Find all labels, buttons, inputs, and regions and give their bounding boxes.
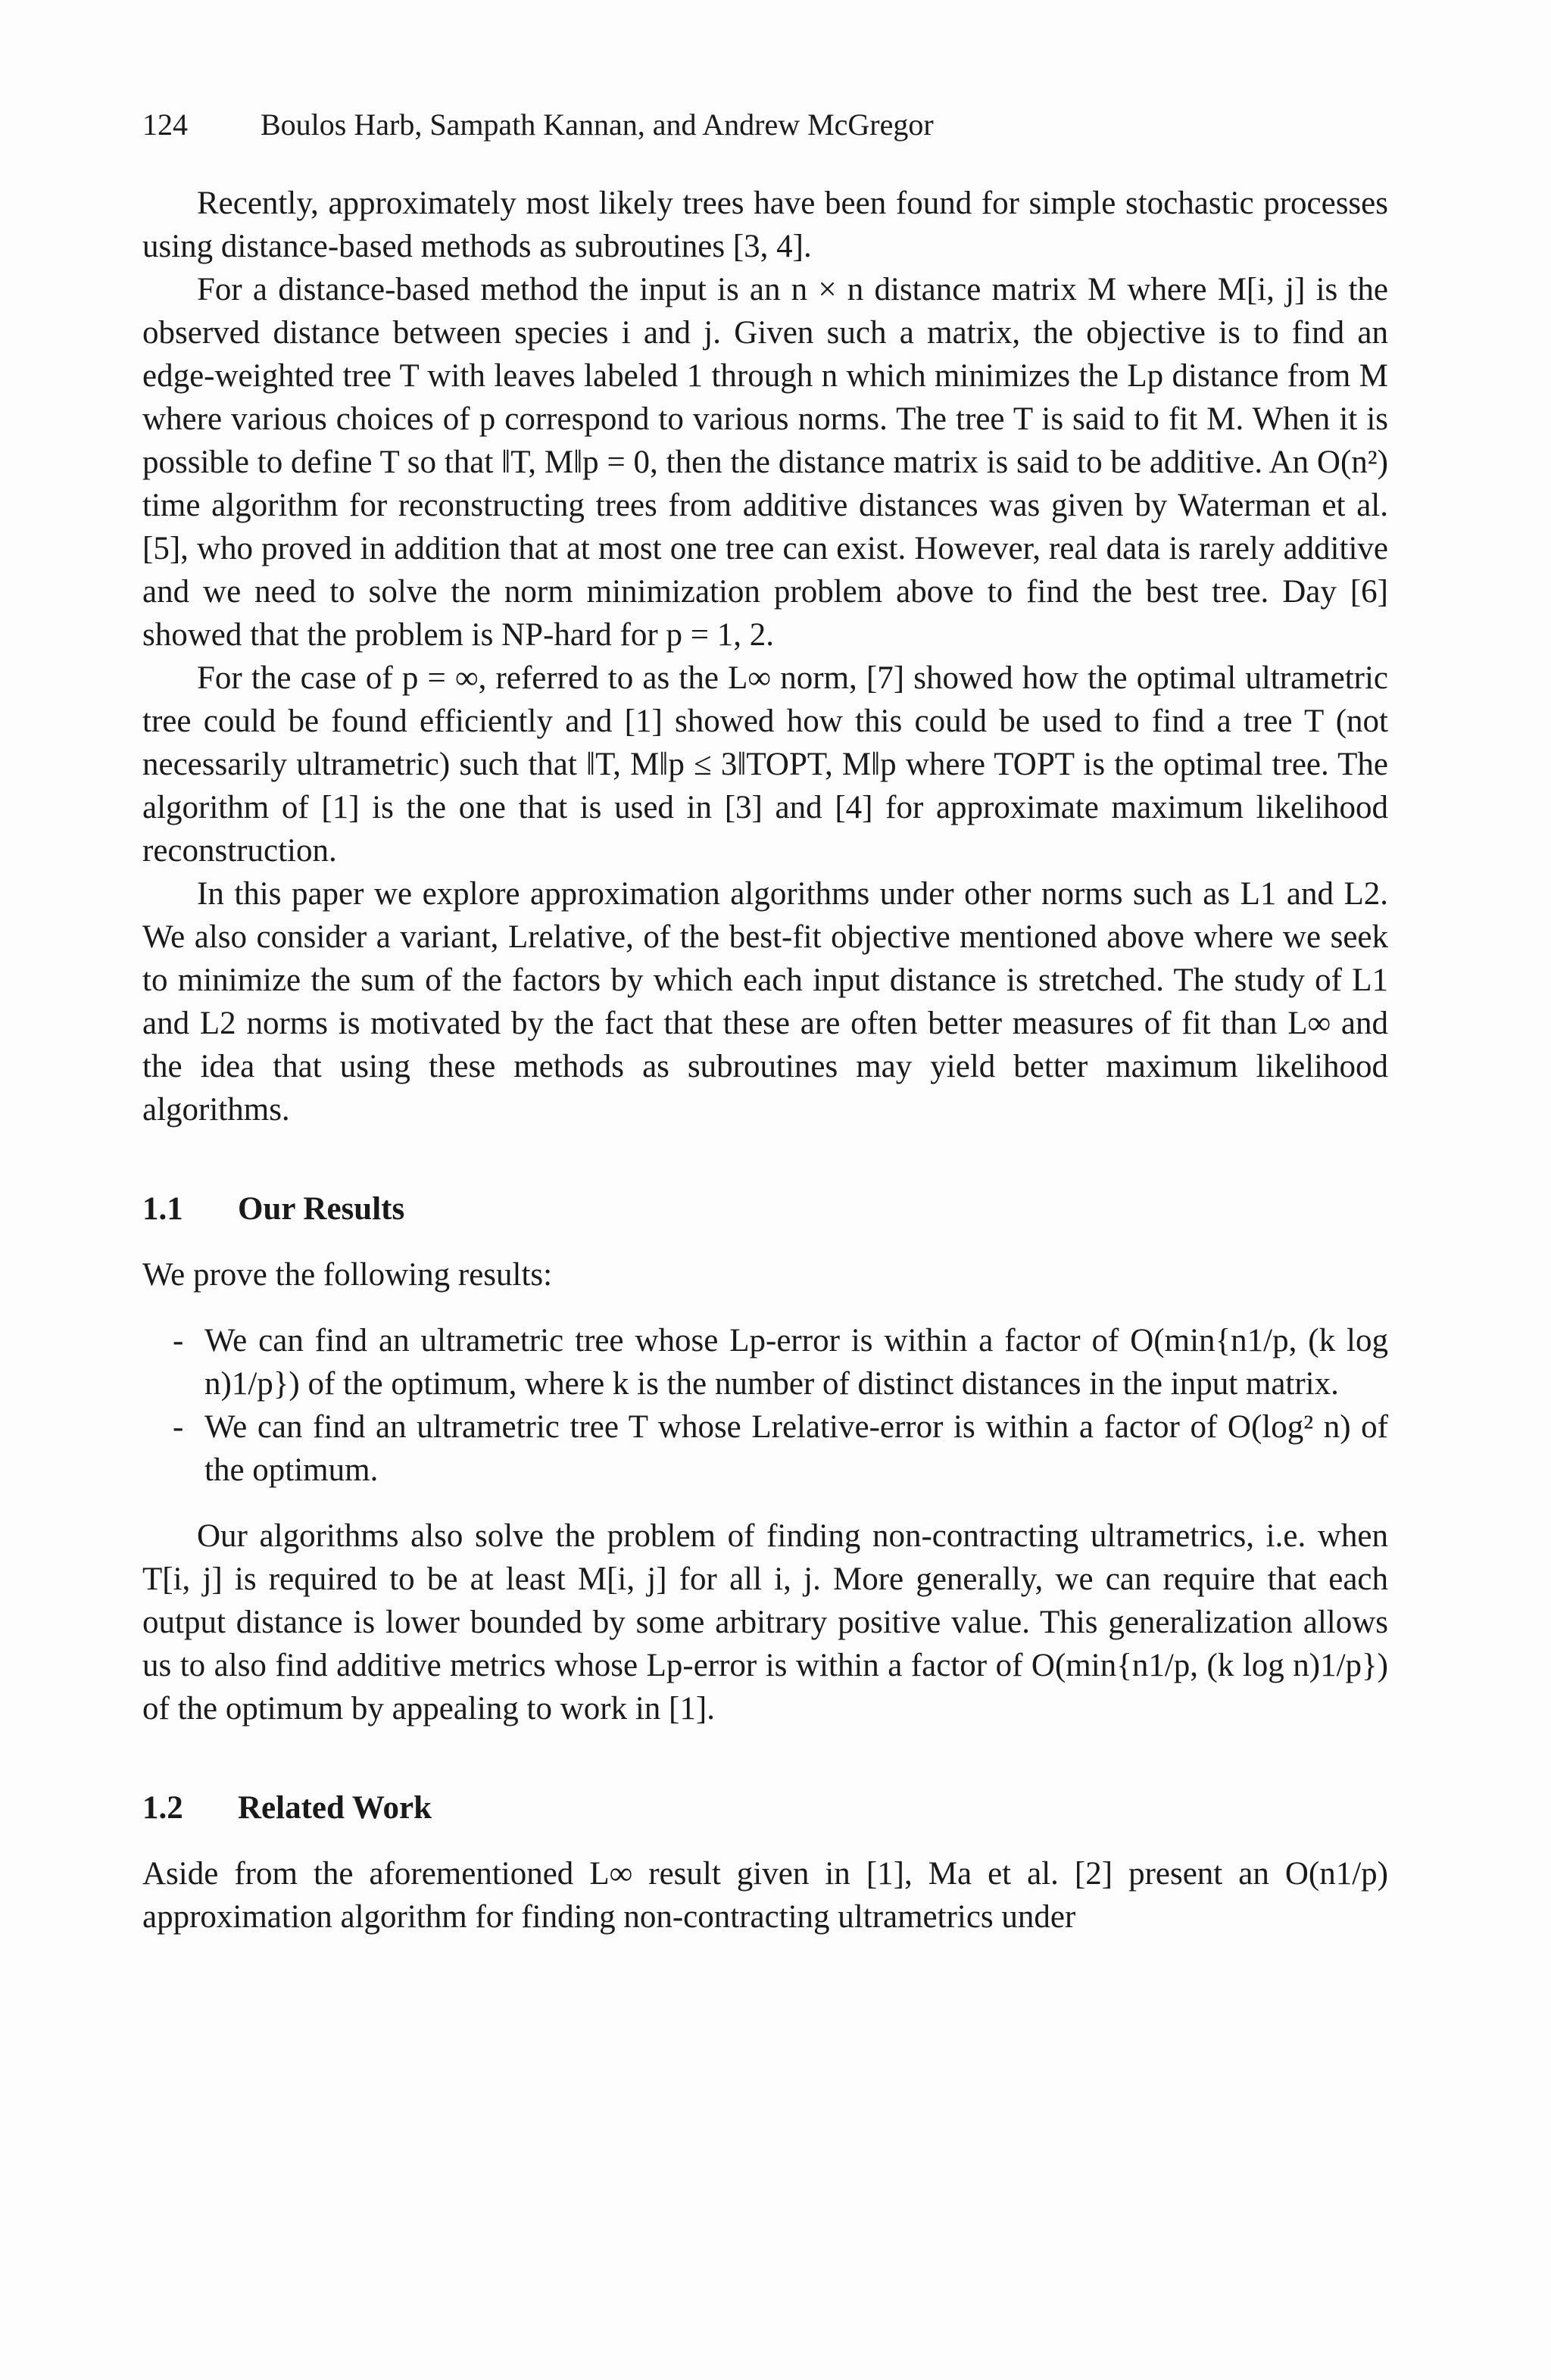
result-item-1: We can find an ultrametric tree whose Lp-error is within a factor of O(min{n1/p, (k log n)1/p}) of the optimum, where k is the number of distinct distances in the input matrix. [204,1323,1388,1402]
page [142,106,1388,1939]
section-title: Our Results [238,1191,405,1227]
results-list [142,1319,1388,1492]
result-item-2: We can find an ultrametric tree T whose Lrelative-error is within a factor of O(log² n) of the optimum. [204,1409,1388,1488]
section-heading-our-results [142,1187,1388,1231]
paragraph-intro-3: For the case of p = ∞, referred to as the L∞ norm, [7] showed how the optimal ultrametric tree could be found efficiently and [1] showed how this could be used to find a tree T (not necessarily ultrametric) such that ‖T, M‖p ≤ 3‖TOPT, M‖p where TOPT is the optimal tree. The algorithm of [1] is the one that is used in [3] and [4] for approximate maximum likelihood reconstruction. [142,660,1388,869]
list-item [142,1405,1388,1492]
results-lead: We prove the following results: [142,1257,553,1293]
section-heading-related-work [142,1786,1388,1829]
list-item [142,1319,1388,1405]
list-dash: - [173,1323,184,1358]
running-head [142,106,1388,144]
paragraph-results-closing: Our algorithms also solve the problem of finding non-contracting ultrametrics, i.e. when T[i, j] is required to be at least M[i, j] for all i, j. More generally, we can require that each output distance is lower bounded by some arbitrary positive value. This generalization allows us to also find additive metrics whose Lp-error is within a factor of O(min{n1/p, (k log n)1/p}) of the optimum by appealing to work in [1]. [142,1518,1388,1727]
section-number: 1.2 [142,1790,183,1826]
author-line: Boulos Harb, Sampath Kannan, and Andrew McGregor [261,108,934,142]
page-number: 124 [142,108,188,142]
section-title: Related Work [238,1790,432,1826]
list-dash: - [173,1409,184,1445]
paragraph-intro-1: Recently, approximately most likely trees have been found for simple stochastic processes using distance-based methods as subroutines [3, 4]. [142,186,1388,264]
paragraph-related-work: Aside from the aforementioned L∞ result given in [1], Ma et al. [2] present an O(n1/p) approximation algorithm for finding non-contracting ultrametrics under [142,1856,1388,1935]
paragraph-intro-4: In this paper we explore approximation algorithms under other norms such as L1 and L2. We also consider a variant, Lrelative, of the best-fit objective mentioned above where we seek to minimize the sum of the factors by which each input distance is stretched. The study of L1 and L2 norms is motivated by the fact that these are often better measures of fit than L∞ and the idea that using these methods as subroutines may yield better maximum likelihood algorithms. [142,876,1388,1128]
section-number: 1.1 [142,1191,183,1227]
paragraph-intro-2: For a distance-based method the input is an n × n distance matrix M where M[i, j] is the observed distance between species i and j. Given such a matrix, the objective is to find an edge-weighted tree T with leaves labeled 1 through n which minimizes the Lp distance from M where various choices of p correspond to various norms. The tree T is said to fit M. When it is possible to define T so that ‖T, M‖p = 0, then the distance matrix is said to be additive. An O(n²) time algorithm for reconstructing trees from additive distances was given by Waterman et al. [5], who proved in addition that at most one tree can exist. However, real data is rarely additive and we need to solve the norm minimization problem above to find the best tree. Day [6] showed that the problem is NP-hard for p = 1, 2. [142,272,1388,653]
